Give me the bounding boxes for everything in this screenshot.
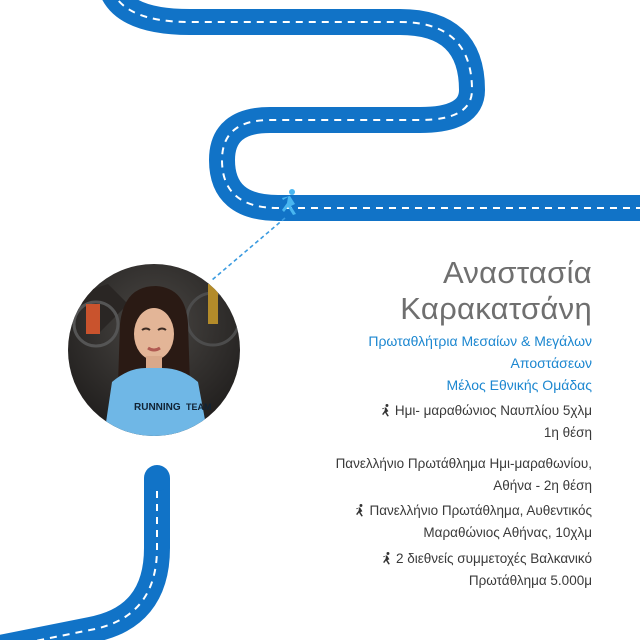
achievement-item: Ημι- μαραθώνιος Ναυπλίου 5χλμ 1η θέση bbox=[381, 400, 592, 444]
athlete-title bbox=[368, 330, 592, 396]
achievement-item: Πανελλήνιο Πρωτάθλημα Ημι-μαραθωνίου, Αθήνα - 2η θέση bbox=[335, 456, 592, 493]
road-path-top bbox=[112, 0, 640, 208]
svg-text:TEAM: TEAM bbox=[186, 402, 212, 412]
athlete-last-name: Καρακατσάνη bbox=[400, 291, 592, 326]
achievement-item: 2 διεθνείς συμμετοχές Βαλκανικό Πρωτάθλημα 5.000μ bbox=[382, 548, 592, 592]
road-path-bottom bbox=[0, 478, 157, 640]
athlete-first-name: Αναστασία bbox=[442, 255, 592, 290]
athlete-portrait-photo bbox=[68, 264, 240, 436]
athlete-name bbox=[400, 255, 592, 327]
runner-icon bbox=[382, 552, 392, 565]
subtitle-line: Αποστάσεων bbox=[510, 355, 592, 371]
achievement-item: Πανελλήνιο Πρωτάθλημα, Αυθεντικός Μαραθώνιος Αθήνας, 10χλμ bbox=[355, 500, 592, 544]
subtitle-line: Πρωταθλήτρια Μεσαίων & Μεγάλων bbox=[368, 333, 592, 349]
connector-dotted-line bbox=[212, 218, 285, 280]
runner-icon bbox=[381, 404, 391, 417]
svg-text:RUNNING: RUNNING bbox=[134, 402, 181, 413]
runner-icon bbox=[355, 504, 365, 517]
subtitle-line: Μέλος Εθνικής Ομάδας bbox=[446, 377, 592, 393]
